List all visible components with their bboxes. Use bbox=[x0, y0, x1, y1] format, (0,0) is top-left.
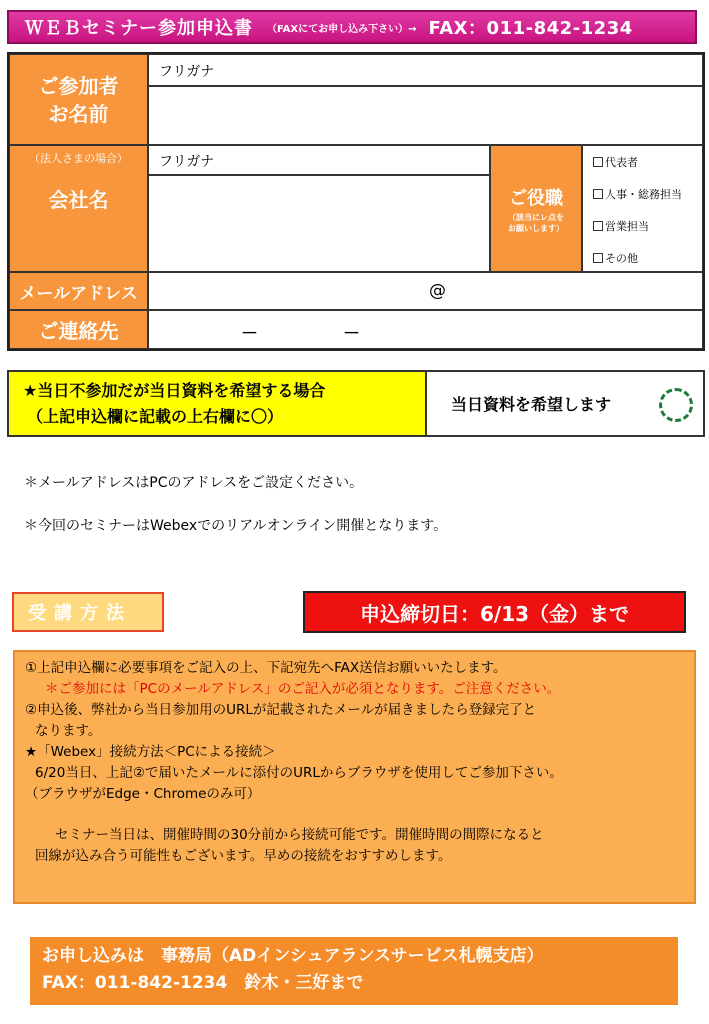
instruction-line: ★「Webex」接続方法＜PCによる接続＞ bbox=[25, 744, 276, 760]
company-note: （法人さまの場合） bbox=[29, 152, 128, 165]
material-request-label: 当日資料を希望します bbox=[451, 395, 612, 414]
deadline-banner: 申込締切日：6/13（金）まで bbox=[303, 591, 686, 633]
furigana-label: フリガナ bbox=[159, 154, 215, 170]
contact-separator: － bbox=[343, 324, 360, 344]
instruction-line: なります。 bbox=[35, 723, 102, 739]
checkbox-icon bbox=[593, 157, 603, 167]
name-field[interactable] bbox=[148, 86, 703, 145]
note-email: ＊メールアドレスはPCのアドレスをご設定ください。 bbox=[24, 475, 364, 491]
fax-number: FAX：011-842-1234 bbox=[428, 18, 633, 39]
instruction-warning: ＊ご参加には「PCのメールアドレス」のご記入が必須となります。ご注意ください。 bbox=[45, 681, 561, 697]
position-option-hr[interactable]: 人事・総務担当 bbox=[593, 186, 682, 202]
contact-label: ご連絡先 bbox=[9, 310, 148, 349]
instruction-line: 6/20当日、上記②で届いたメールに添付のURLからブラウザを使用してご参加下さい。 bbox=[35, 765, 563, 781]
instruction-line: ②申込後、弊社から当日参加用のURLが記載されたメールが届きましたら登録完了と bbox=[25, 702, 537, 718]
company-name-label: （法人さまの場合） 会社名 bbox=[9, 145, 148, 272]
contact-separator: － bbox=[241, 324, 258, 344]
instruction-line: ①上記申込欄に必要事項をご記入の上、下記宛先へFAX送信お願いいたします。 bbox=[25, 660, 507, 676]
instruction-line: （ブラウザがEdge・Chromeのみ可） bbox=[25, 786, 261, 802]
title-bar bbox=[7, 10, 697, 44]
position-option-sales[interactable]: 営業担当 bbox=[593, 218, 649, 234]
participant-name-label: ご参加者 お名前 bbox=[9, 54, 148, 145]
fax-instruction: （FAXにてお申し込み下さい）→ bbox=[267, 23, 417, 35]
email-label: メールアドレス bbox=[9, 272, 148, 310]
checkbox-icon bbox=[593, 189, 603, 199]
application-form bbox=[7, 52, 705, 351]
position-options bbox=[582, 145, 703, 272]
contact-footer bbox=[30, 937, 678, 1005]
checkbox-icon bbox=[593, 253, 603, 263]
furigana-label: フリガナ bbox=[159, 64, 215, 80]
company-field[interactable] bbox=[148, 175, 490, 272]
dashed-circle-icon bbox=[659, 388, 693, 422]
instruction-line: 回線が込み合う可能性もございます。早めの接続をおすすめします。 bbox=[35, 848, 452, 864]
instructions-box bbox=[13, 650, 696, 904]
material-request-note: ★当日不参加だが当日資料を希望する場合 （上記申込欄に記載の上右欄に〇） bbox=[7, 370, 427, 437]
position-option-ceo[interactable]: 代表者 bbox=[593, 154, 638, 170]
position-option-other[interactable]: その他 bbox=[593, 250, 638, 266]
email-field[interactable] bbox=[148, 272, 703, 310]
checkbox-icon bbox=[593, 221, 603, 231]
footer-office: お申し込みは 事務局（ADインシュアランスサービス札幌支店） bbox=[42, 946, 544, 966]
name-furigana-field[interactable] bbox=[148, 54, 703, 86]
contact-field[interactable] bbox=[148, 310, 703, 349]
company-furigana-field[interactable] bbox=[148, 145, 490, 175]
email-at-sign: @ bbox=[429, 281, 446, 301]
footer-fax: FAX：011-842-1234 鈴木・三好まで bbox=[42, 973, 364, 993]
material-request-field[interactable] bbox=[427, 370, 705, 437]
form-title: ＷＥＢセミナー参加申込書 bbox=[25, 18, 253, 39]
position-label: ご役職 （該当にレ点を お願いします） bbox=[490, 145, 582, 272]
note-webex: ＊今回のセミナーはWebexでのリアルオンライン開催となります。 bbox=[24, 518, 448, 534]
method-heading: 受講方法 bbox=[12, 592, 164, 632]
instruction-line: セミナー当日は、開催時間の30分前から接続可能です。開催時間の間際になると bbox=[55, 827, 544, 843]
